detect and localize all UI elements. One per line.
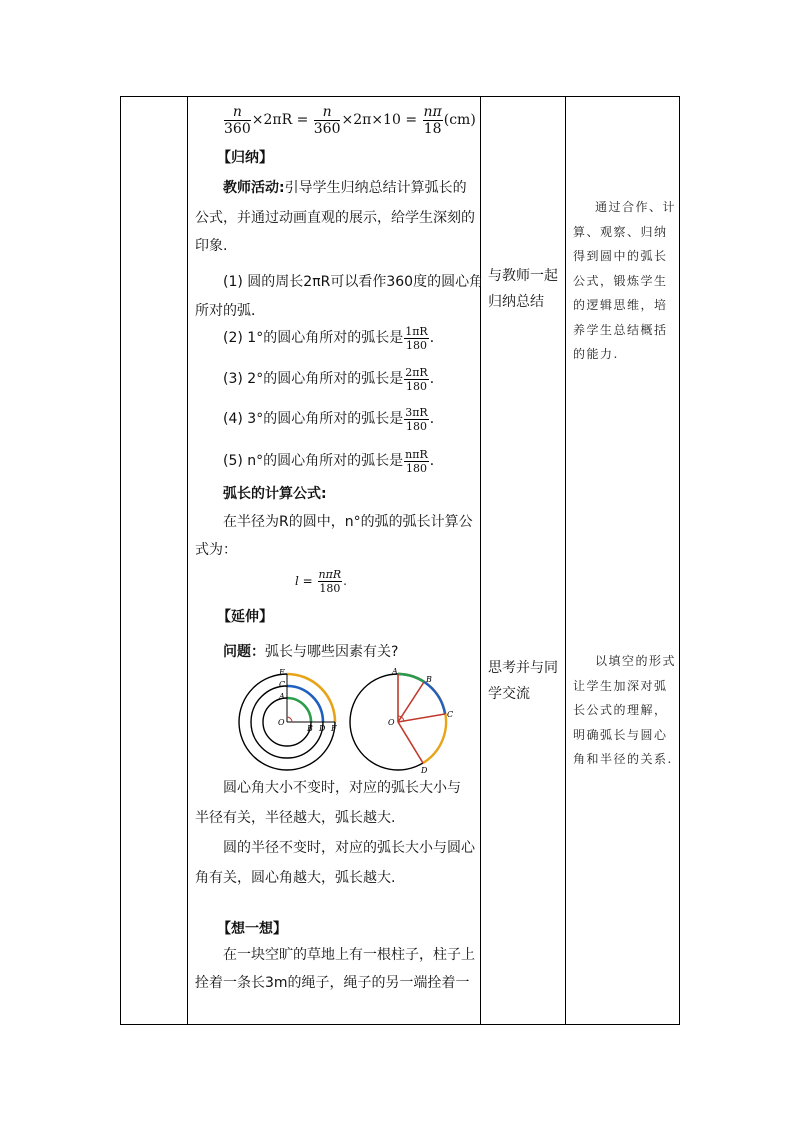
extension-question: 问题：弧长与哪些因素有关? (223, 644, 399, 660)
summary-heading: 【归纳】 (217, 150, 273, 166)
extension-heading: 【延伸】 (217, 609, 273, 625)
label-A: A (392, 667, 398, 676)
blue-arc (287, 686, 323, 722)
summary-item-1-cont: 所对的弧． (195, 303, 265, 319)
label-B: B (426, 675, 432, 684)
conclusion-1: 圆心角大小不变时，对应的弧长大小与 (223, 780, 461, 796)
label-F: F (331, 724, 337, 733)
label-D: D (319, 724, 326, 733)
arc-formula-line: 在半径为R的圆中，n°的弧的弧长计算公 (223, 514, 473, 530)
label-A: A (279, 692, 285, 701)
conclusion-2: 圆的半径不变时，对应的弧长大小与圆心 (223, 840, 475, 856)
formula-example: $\frac{n}{360}$ ×2πR = $\frac{n}{360}$ ×2π×10 = $\frac{n\pi}{18}$ (cm) (224, 103, 476, 137)
design-intent-1: 通过合作、计算、观察、归纳得到圆中的弧长公式，锻炼学生的逻辑思维，培养学生总结概括的能力. (573, 200, 677, 361)
column-divider (187, 97, 188, 1024)
label-O: O (388, 718, 395, 727)
teacher-activity-line: 公式，并通过动画直观的展示，给学生深刻的 (195, 210, 475, 226)
think-line: 在一块空旷的草地上有一根柱子，柱子上 (223, 947, 475, 963)
summary-item-2: (2) 1°的圆心角所对的弧长是 $\frac{1\pi R}{180}$ ． (223, 324, 444, 352)
arc-formula: l = $\frac{\text{nπR}}{180}$ . (295, 568, 347, 595)
design-intent-2: 以填空的形式让学生加深对弧长公式的理解，明确弧长与圆心角和半径的关系. (573, 654, 677, 766)
label-C: C (447, 710, 454, 719)
summary-item-4: (4) 3°的圆心角所对的弧长是 $\frac{3\pi R}{180}$ ． (223, 405, 444, 433)
teacher-activity-line: 教师活动:引导学生归纳总结计算弧长的 (223, 180, 467, 196)
think-heading: 【想一想】 (217, 921, 287, 937)
label-E: E (279, 668, 285, 677)
arc-formula-line: 式为： (195, 542, 237, 558)
angle-mark (287, 717, 292, 722)
arc-formula-heading: 弧长的计算公式: (223, 486, 327, 502)
think-line: 拴着一条长3m的绳子，绳子的另一端拴着一 (195, 975, 470, 991)
summary-item-3: (3) 2°的圆心角所对的弧长是 $\frac{2\pi R}{180}$ ． (223, 365, 444, 393)
summary-item-1: (1) 圆的周长2πR可以看作360度的圆心角 (223, 274, 484, 290)
label-C: C (279, 680, 286, 689)
lesson-table (120, 96, 680, 1025)
conclusion-2-cont: 角有关，圆心角越大，弧长越大. (195, 870, 396, 886)
label-O: O (278, 718, 285, 727)
arc-angle-figure (348, 667, 458, 777)
student-activity-2: 思考并与同学交流 (488, 660, 558, 702)
conclusion-1-cont: 半径有关，半径越大，弧长越大. (195, 810, 396, 826)
teacher-activity-line: 印象. (195, 238, 228, 254)
radius-OD (398, 722, 423, 763)
summary-item-5: (5) n°的圆心角所对的弧长是 $\frac{\text{nπR}}{180}$ ． (223, 447, 444, 475)
arc-radius-figure (237, 667, 347, 777)
label-B: B (307, 724, 313, 733)
label-D: D (421, 766, 428, 775)
radius-OB (398, 682, 424, 722)
student-activity-1: 与教师一起归纳总结 (488, 268, 558, 310)
radius-OC (398, 714, 445, 722)
